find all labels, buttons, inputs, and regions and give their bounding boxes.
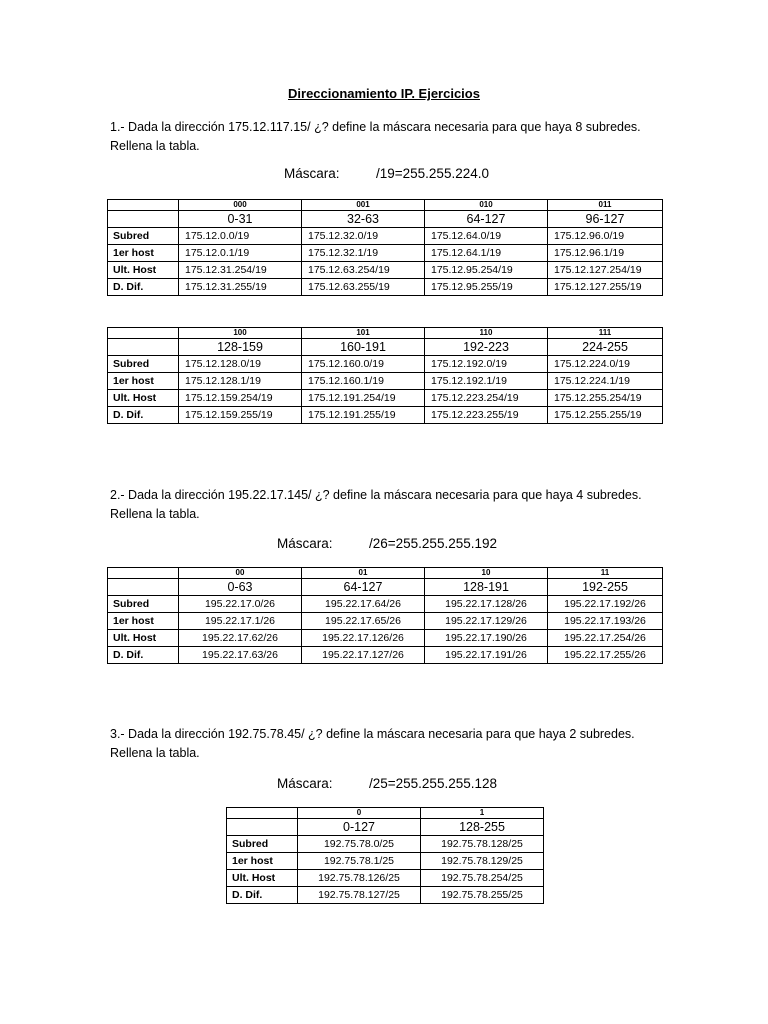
exercise-1-table-1 [107, 199, 663, 296]
row-label: D. Dif. [108, 407, 179, 424]
address-cell: 195.22.17.192/26 [548, 596, 663, 613]
row-label: D. Dif. [227, 887, 298, 904]
row-label: 1er host [108, 245, 179, 262]
table-row [227, 870, 544, 887]
row-label: Subred [227, 836, 298, 853]
address-cell: 175.12.191.254/19 [302, 390, 425, 407]
address-cell: 175.12.128.1/19 [179, 373, 302, 390]
table-row [227, 887, 544, 904]
range-cell: 160-191 [302, 339, 425, 356]
row-label: Ult. Host [108, 262, 179, 279]
range-cell: 0-127 [298, 819, 421, 836]
address-cell: 175.12.63.255/19 [302, 279, 425, 296]
table-row [108, 356, 663, 373]
row-label: Ult. Host [108, 390, 179, 407]
table-row [108, 407, 663, 424]
address-cell: 175.12.64.1/19 [425, 245, 548, 262]
table-row [227, 819, 544, 836]
address-cell: 192.75.78.129/25 [421, 853, 544, 870]
address-cell: 175.12.31.255/19 [179, 279, 302, 296]
row-label: Ult. Host [108, 630, 179, 647]
table-row [108, 228, 663, 245]
row-label: D. Dif. [108, 647, 179, 664]
row-label: Subred [108, 596, 179, 613]
exercise-3-question [110, 725, 670, 763]
table-row [108, 211, 663, 228]
address-cell: 192.75.78.254/25 [421, 870, 544, 887]
row-label: 1er host [227, 853, 298, 870]
address-cell: 195.22.17.127/26 [302, 647, 425, 664]
address-cell: 195.22.17.254/26 [548, 630, 663, 647]
row-label: Subred [108, 228, 179, 245]
empty-cell [108, 200, 179, 211]
address-cell: 195.22.17.126/26 [302, 630, 425, 647]
address-cell: 175.12.127.255/19 [548, 279, 663, 296]
address-cell: 175.12.255.255/19 [548, 407, 663, 424]
range-cell: 192-255 [548, 579, 663, 596]
address-cell: 175.12.160.1/19 [302, 373, 425, 390]
table-row [227, 853, 544, 870]
range-cell: 96-127 [548, 211, 663, 228]
table-row [108, 647, 663, 664]
range-cell: 224-255 [548, 339, 663, 356]
address-cell: 195.22.17.64/26 [302, 596, 425, 613]
table-row [108, 373, 663, 390]
address-cell: 192.75.78.127/25 [298, 887, 421, 904]
exercise-1-question-line1: 1.- Dada la dirección 175.12.117.15/ ¿? define la máscara necesaria para que haya 8 subredes. [110, 120, 641, 134]
empty-cell [108, 339, 179, 356]
range-cell: 32-63 [302, 211, 425, 228]
row-label: 1er host [108, 613, 179, 630]
exercise-1-question-line2: Rellena la tabla. [110, 139, 200, 153]
subnet-bits-cell: 011 [548, 200, 663, 211]
subnet-bits-cell: 11 [548, 568, 663, 579]
table-row [108, 339, 663, 356]
range-cell: 0-63 [179, 579, 302, 596]
address-cell: 192.75.78.0/25 [298, 836, 421, 853]
table-row [108, 630, 663, 647]
address-cell: 195.22.17.128/26 [425, 596, 548, 613]
address-cell: 175.12.32.0/19 [302, 228, 425, 245]
subnet-bits-cell: 10 [425, 568, 548, 579]
exercise-1-mask [284, 166, 489, 181]
subnet-bits-cell: 0 [298, 808, 421, 819]
address-cell: 175.12.255.254/19 [548, 390, 663, 407]
empty-cell [227, 819, 298, 836]
range-cell: 64-127 [425, 211, 548, 228]
table-row [108, 613, 663, 630]
range-cell: 128-191 [425, 579, 548, 596]
exercise-1-question [110, 118, 670, 156]
address-cell: 192.75.78.255/25 [421, 887, 544, 904]
address-cell: 175.12.63.254/19 [302, 262, 425, 279]
exercise-2-question-line2: Rellena la tabla. [110, 507, 200, 521]
exercise-3-table [226, 807, 544, 904]
address-cell: 175.12.159.255/19 [179, 407, 302, 424]
address-cell: 175.12.96.0/19 [548, 228, 663, 245]
table-row [108, 279, 663, 296]
exercise-1-table-2 [107, 327, 663, 424]
address-cell: 195.22.17.63/26 [179, 647, 302, 664]
empty-cell [108, 568, 179, 579]
address-cell: 195.22.17.0/26 [179, 596, 302, 613]
address-cell: 175.12.127.254/19 [548, 262, 663, 279]
subnet-bits-cell: 1 [421, 808, 544, 819]
subnet-bits-cell: 001 [302, 200, 425, 211]
empty-cell [108, 328, 179, 339]
range-cell: 64-127 [302, 579, 425, 596]
address-cell: 195.22.17.193/26 [548, 613, 663, 630]
row-label: 1er host [108, 373, 179, 390]
address-cell: 195.22.17.65/26 [302, 613, 425, 630]
range-cell: 128-255 [421, 819, 544, 836]
address-cell: 175.12.223.255/19 [425, 407, 548, 424]
address-cell: 195.22.17.129/26 [425, 613, 548, 630]
address-cell: 175.12.192.1/19 [425, 373, 548, 390]
page-title: Direccionamiento IP. Ejercicios [288, 86, 480, 101]
address-cell: 175.12.96.1/19 [548, 245, 663, 262]
table-row [108, 390, 663, 407]
table-row [108, 596, 663, 613]
address-cell: 192.75.78.126/25 [298, 870, 421, 887]
address-cell: 175.12.128.0/19 [179, 356, 302, 373]
range-cell: 192-223 [425, 339, 548, 356]
empty-cell [227, 808, 298, 819]
exercise-3-question-line2: Rellena la tabla. [110, 746, 200, 760]
address-cell: 175.12.95.255/19 [425, 279, 548, 296]
subnet-bits-cell: 100 [179, 328, 302, 339]
mask-value: /25=255.255.255.128 [369, 776, 497, 791]
subnet-bits-cell: 000 [179, 200, 302, 211]
mask-value: /19=255.255.224.0 [376, 166, 489, 181]
address-cell: 175.12.0.0/19 [179, 228, 302, 245]
subnet-bits-cell: 111 [548, 328, 663, 339]
address-cell: 175.12.224.0/19 [548, 356, 663, 373]
address-cell: 195.22.17.255/26 [548, 647, 663, 664]
address-cell: 195.22.17.1/26 [179, 613, 302, 630]
address-cell: 175.12.0.1/19 [179, 245, 302, 262]
address-cell: 175.12.31.254/19 [179, 262, 302, 279]
address-cell: 175.12.159.254/19 [179, 390, 302, 407]
exercise-2-mask [277, 536, 497, 551]
table-row [108, 328, 663, 339]
subnet-bits-cell: 110 [425, 328, 548, 339]
address-cell: 195.22.17.191/26 [425, 647, 548, 664]
table-row [108, 262, 663, 279]
mask-value: /26=255.255.255.192 [369, 536, 497, 551]
table-row [227, 836, 544, 853]
address-cell: 175.12.160.0/19 [302, 356, 425, 373]
subnet-bits-cell: 101 [302, 328, 425, 339]
subnet-bits-cell: 00 [179, 568, 302, 579]
empty-cell [108, 211, 179, 228]
mask-label: Máscara: [277, 776, 333, 791]
row-label: Ult. Host [227, 870, 298, 887]
address-cell: 192.75.78.128/25 [421, 836, 544, 853]
row-label: D. Dif. [108, 279, 179, 296]
exercise-2-question [110, 486, 670, 524]
address-cell: 175.12.95.254/19 [425, 262, 548, 279]
address-cell: 175.12.64.0/19 [425, 228, 548, 245]
mask-label: Máscara: [284, 166, 340, 181]
table-row [108, 245, 663, 262]
address-cell: 192.75.78.1/25 [298, 853, 421, 870]
address-cell: 175.12.192.0/19 [425, 356, 548, 373]
range-cell: 128-159 [179, 339, 302, 356]
table-row [227, 808, 544, 819]
range-cell: 0-31 [179, 211, 302, 228]
address-cell: 195.22.17.62/26 [179, 630, 302, 647]
table-row [108, 579, 663, 596]
exercise-3-mask [277, 776, 497, 791]
table-row [108, 200, 663, 211]
empty-cell [108, 579, 179, 596]
mask-label: Máscara: [277, 536, 333, 551]
table-row [108, 568, 663, 579]
address-cell: 175.12.32.1/19 [302, 245, 425, 262]
exercise-2-table [107, 567, 663, 664]
subnet-bits-cell: 010 [425, 200, 548, 211]
exercise-3-question-line1: 3.- Dada la dirección 192.75.78.45/ ¿? define la máscara necesaria para que haya 2 subredes. [110, 727, 635, 741]
address-cell: 175.12.191.255/19 [302, 407, 425, 424]
exercise-2-question-line1: 2.- Dada la dirección 195.22.17.145/ ¿? define la máscara necesaria para que haya 4 subredes. [110, 488, 642, 502]
subnet-bits-cell: 01 [302, 568, 425, 579]
address-cell: 175.12.223.254/19 [425, 390, 548, 407]
address-cell: 175.12.224.1/19 [548, 373, 663, 390]
row-label: Subred [108, 356, 179, 373]
address-cell: 195.22.17.190/26 [425, 630, 548, 647]
